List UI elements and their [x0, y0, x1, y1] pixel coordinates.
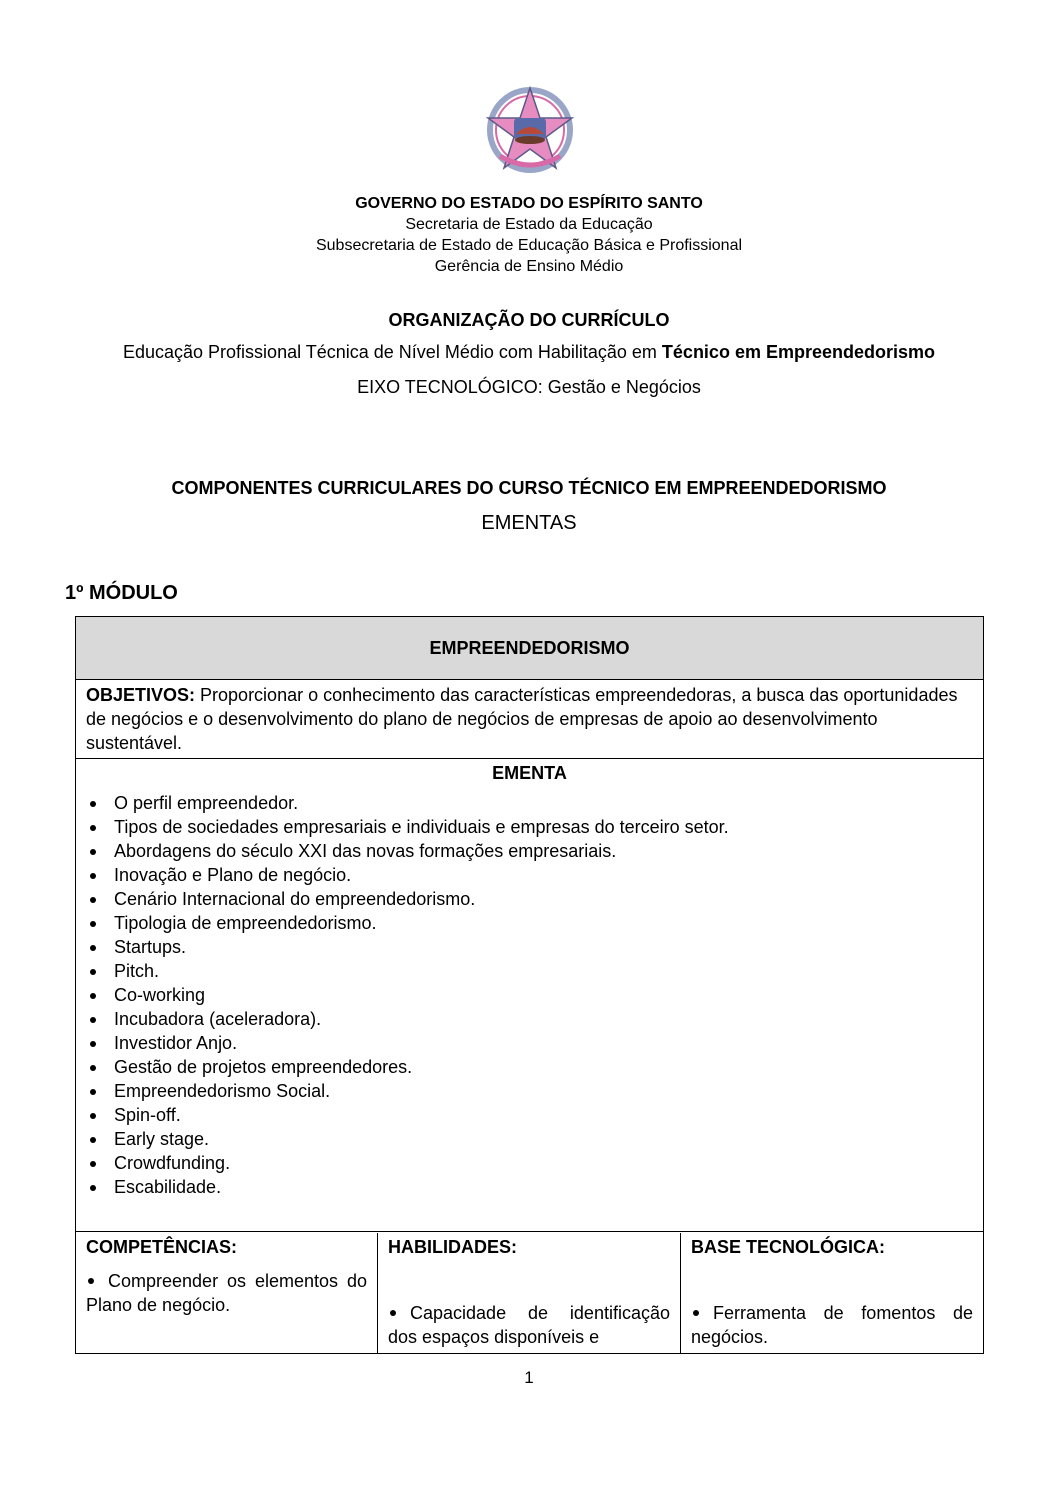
list-item: Early stage. [86, 1127, 973, 1151]
ementa-cell [76, 760, 983, 1232]
list-item: Inovação e Plano de negócio. [86, 863, 973, 887]
syllabus-table [75, 616, 984, 1354]
secretariat-line: Secretaria de Estado da Educação [405, 216, 653, 233]
base-tecnologica-cell [681, 1233, 983, 1354]
ementa-title: EMENTA [492, 763, 567, 783]
base-tecnologica-label: BASE TECNOLÓGICA: [691, 1237, 886, 1257]
competencias-label: COMPETÊNCIAS: [86, 1237, 238, 1257]
technological-axis: EIXO TECNOLÓGICO: Gestão e Negócios [357, 377, 701, 397]
subject-header: EMPREENDEDORISMO [76, 617, 983, 680]
list-item: Investidor Anjo. [86, 1031, 973, 1055]
education-line [0, 342, 1058, 363]
list-item: Cenário Internacional do empreendedorismo. [86, 887, 973, 911]
bullet-icon [693, 1310, 699, 1316]
list-item: Tipologia de empreendedorismo. [86, 911, 973, 935]
list-item: Escabilidade. [86, 1175, 973, 1199]
competencias-text: Compreender os elementos do Plano de negócio. [86, 1271, 367, 1315]
habilidades-item [388, 1301, 670, 1349]
bullet-icon [88, 1278, 94, 1284]
list-item: Incubadora (aceleradora). [86, 1007, 973, 1031]
education-prefix: Educação Profissional Técnica de Nível Médio com Habilitação em [122, 342, 662, 362]
management-line: Gerência de Ensino Médio [434, 258, 624, 275]
list-item: Co-working [86, 983, 973, 1007]
government-title: GOVERNO DO ESTADO DO ESPÍRITO SANTO [355, 195, 703, 212]
list-item: Pitch. [86, 959, 973, 983]
base-tecnologica-item [691, 1301, 973, 1349]
ementas-subtitle: EMENTAS [481, 512, 577, 534]
state-coat-of-arms-icon [484, 84, 576, 176]
list-item: Empreendedorismo Social. [86, 1079, 973, 1103]
objectives-label: OBJETIVOS: [86, 685, 196, 705]
competencias-item [86, 1269, 367, 1317]
list-item: Tipos de sociedades empresariais e individuais e empresas do terceiro setor. [86, 815, 973, 839]
list-item: Gestão de projetos empreendedores. [86, 1055, 973, 1079]
objectives-text: Proporcionar o conhecimento das características empreendedoras, a busca das oportunidades de negócios e o desenvolvimento do plano de negócios de empresas de apoio ao desenvolvimento sustentável. [86, 685, 958, 753]
page-number: 1 [524, 1368, 534, 1387]
base-tecnologica-text: Ferramenta de fomentos de negócios. [691, 1303, 973, 1347]
competencias-cell [76, 1233, 378, 1354]
objectives-cell [76, 680, 983, 759]
bullet-icon [390, 1310, 396, 1316]
module-title: 1º MÓDULO [65, 582, 178, 604]
list-item: O perfil empreendedor. [86, 791, 973, 815]
list-item: Crowdfunding. [86, 1151, 973, 1175]
habilidades-label: HABILIDADES: [388, 1237, 517, 1257]
list-item: Abordagens do século XXI das novas formações empresariais. [86, 839, 973, 863]
list-item: Spin-off. [86, 1103, 973, 1127]
ementa-list [86, 791, 973, 1199]
subsecretariat-line: Subsecretaria de Estado de Educação Básica e Profissional [315, 237, 743, 254]
habilidades-cell [378, 1233, 681, 1354]
components-title: COMPONENTES CURRICULARES DO CURSO TÉCNICO EM EMPREENDEDORISMO [171, 478, 887, 498]
habilidades-text: Capacidade de identificação dos espaços disponíveis e [388, 1303, 670, 1347]
curriculum-title: ORGANIZAÇÃO DO CURRÍCULO [388, 310, 670, 330]
education-course: Técnico em Empreendedorismo [661, 342, 935, 362]
list-item: Startups. [86, 935, 973, 959]
